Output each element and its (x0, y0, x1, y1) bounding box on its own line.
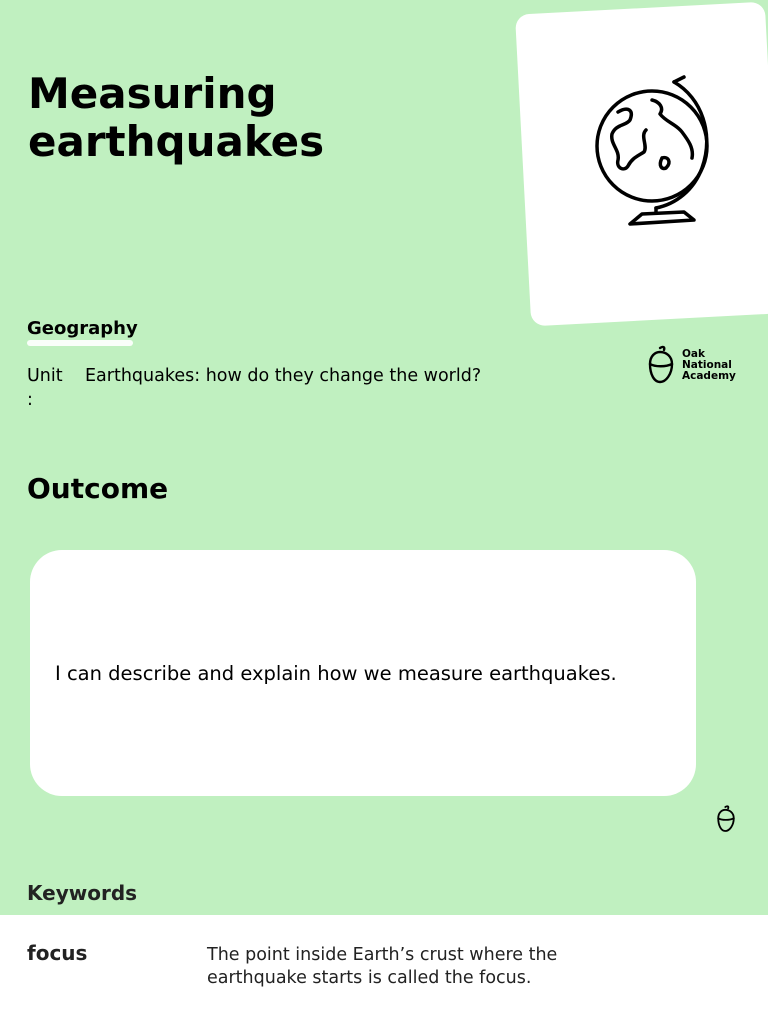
unit-title: Earthquakes: how do they change the world? (85, 366, 482, 386)
keyword-definition: The point inside Earth’s crust where the earthquake starts is called the focus. (207, 945, 558, 988)
outcome-card (30, 550, 696, 796)
acorn-icon (644, 344, 678, 386)
page-title: Measuring earthquakes (28, 69, 325, 166)
subject-underline (27, 340, 133, 346)
outcome-text: I can describe and explain how we measure earthquakes. (55, 661, 617, 685)
subject-label: Geography (27, 318, 138, 339)
unit-colon: : (27, 390, 33, 410)
logo-line-1: Oak (682, 347, 705, 360)
keyword-term: focus (27, 941, 88, 965)
oak-national-academy-logo (644, 344, 736, 386)
unit-prefix: Unit (27, 366, 63, 386)
logo-line-3: Academy (682, 369, 736, 382)
next-keyword-cropped (27, 1014, 127, 1034)
acorn-icon (714, 804, 738, 834)
outcome-heading: Outcome (27, 472, 169, 505)
logo-text (682, 349, 736, 382)
globe-icon (590, 72, 730, 232)
logo-line-2: National (682, 358, 732, 371)
keywords-heading: Keywords (27, 881, 138, 905)
